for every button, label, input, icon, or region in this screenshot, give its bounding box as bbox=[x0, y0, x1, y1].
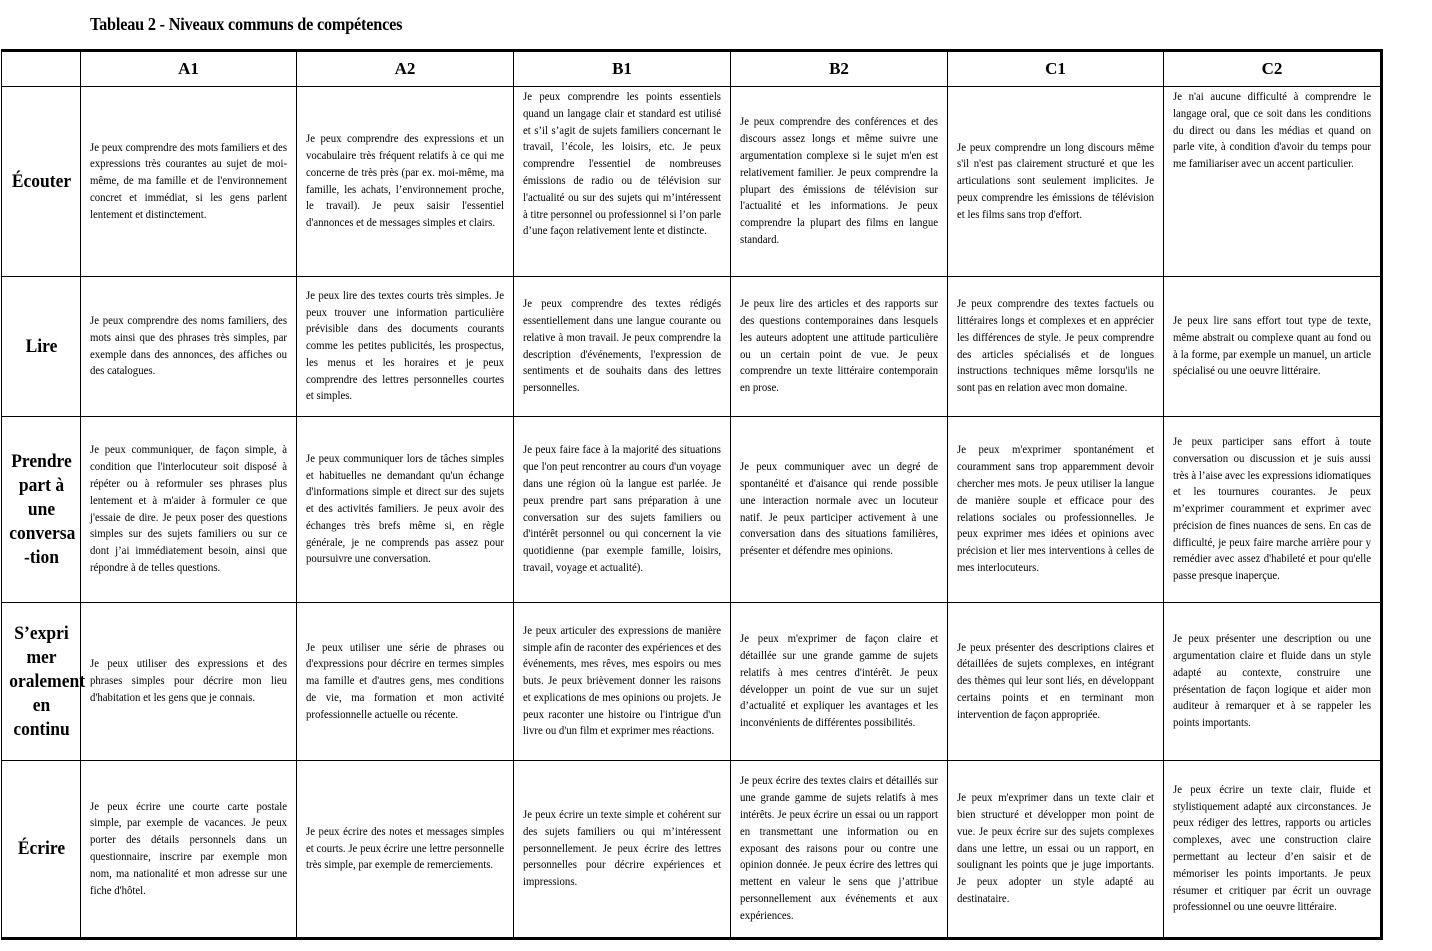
table-cell: Je peux lire des articles et des rapports sur des questions contemporaines dans lesquels les auteurs adoptent une attitude particulière ou un certain point de vue. Je peux comprendre un texte littéraire contemporain en prose. bbox=[731, 277, 948, 417]
table-cell: Je peux lire des textes courts très simples. Je peux trouver une information particulière prévisible dans des documents courants comme les petites publicités, les prospectus, les menus et les horaires et je peux comprendre des lettres personnelles courtes et simples. bbox=[297, 277, 514, 417]
table-cell: Je peux comprendre des expressions et un vocabulaire très fréquent relatifs à ce qui me concerne de très près (par ex. moi-même, ma famille, les achats, l’environnement proche, le travail). Je peux saisir l'essentiel d'annonces et de messages simples et clairs. bbox=[297, 87, 514, 277]
level-header-c1: C1 bbox=[948, 51, 1164, 87]
level-header-a1: A1 bbox=[81, 51, 297, 87]
table-title: Tableau 2 - Niveaux communs de compétences bbox=[90, 14, 403, 34]
table-row bbox=[2, 761, 1382, 939]
level-header-b1: B1 bbox=[514, 51, 731, 87]
table-cell: Je peux comprendre des textes rédigés essentiellement dans une langue courante ou relative à mon travail. Je peux comprendre la description d'événements, l'expression de sentiments et de souhaits dans des lettres personnelles. bbox=[514, 277, 731, 417]
row-header-lire: Lire bbox=[5, 277, 78, 417]
table-cell: Je peux articuler des expressions de manière simple afin de raconter des expériences et des événements, mes rêves, mes espoirs ou mes buts. Je peux brièvement donner les raisons et explications de mes opinions ou projets. Je peux raconter une histoire ou l'intrigue d'un livre ou d'un film et exprimer mes réactions. bbox=[514, 603, 731, 761]
table-cell: Je peux faire face à la majorité des situations que l'on peut rencontrer au cours d'un voyage dans une région où la langue est parlée. Je peux prendre part sans préparation à une conversation sur des sujets familiers ou d'intérêt personnel ou qui concernent la vie quotidienne (par exemple famille, loisirs, travail, voyage et actualité). bbox=[514, 417, 731, 603]
table-cell: Je peux m'exprimer spontanément et couramment sans trop apparemment devoir chercher mes mots. Je peux utiliser la langue de manière souple et efficace pour des relations sociales ou professionnelles. Je peux exprimer mes idées et opinions avec précision et lier mes interventions à celles de mes interlocuteurs. bbox=[948, 417, 1164, 603]
table-cell: Je peux présenter une description ou une argumentation claire et fluide dans un style adapté au contexte, construire une présentation de façon logique et aider mon auditeur à remarquer et à se rappeler les points importants. bbox=[1164, 603, 1382, 761]
table-row bbox=[2, 277, 1382, 417]
table-cell: Je peux participer sans effort à toute conversation ou discussion et je suis aussi très à l’aise avec les expressions idiomatiques et les tournures courantes. Je peux m’exprimer couramment et exprimer avec précision de fines nuances de sens. En cas de difficulté, je peux faire marche arrière pour y remédier avec assez d'habileté et pour qu'elle passe presque inaperçue. bbox=[1164, 417, 1382, 603]
table-cell: Je peux utiliser une série de phrases ou d'expressions pour décrire en termes simples ma famille et d'autres gens, mes conditions de vie, ma formation et mon activité professionnelle actuelle ou récente. bbox=[297, 603, 514, 761]
header-corner bbox=[2, 51, 81, 87]
table-cell: Je peux communiquer lors de tâches simples et habituelles ne demandant qu'un échange d'informations simple et direct sur des sujets et des activités familiers. Je peux avoir des échanges très brefs même si, en règle générale, je ne comprends pas assez pour poursuivre une conversation. bbox=[297, 417, 514, 603]
level-header-c2: C2 bbox=[1164, 51, 1382, 87]
table-row bbox=[2, 417, 1382, 603]
table-cell: Je peux écrire des notes et messages simples et courts. Je peux écrire une lettre personnelle très simple, par exemple de remerciements. bbox=[297, 761, 514, 939]
table-cell: Je peux comprendre un long discours même s'il n'est pas clairement structuré et que les articulations sont seulement implicites. Je peux comprendre les émissions de télévision et les films sans trop d'effort. bbox=[948, 87, 1164, 277]
table-cell: Je peux utiliser des expressions et des phrases simples pour décrire mon lieu d'habitation et les gens que je connais. bbox=[81, 603, 297, 761]
header-row bbox=[2, 51, 1382, 87]
table-cell: Je peux comprendre des textes factuels ou littéraires longs et complexes et en apprécier les différences de style. Je peux comprendre des articles spécialisés et de longues instructions techniques même lorsqu'ils ne sont pas en relation avec mon domaine. bbox=[948, 277, 1164, 417]
row-header-ecrire: Écrire bbox=[5, 761, 78, 939]
row-header-sexprimer: S’expri mer oralement en continu bbox=[5, 603, 78, 761]
table-cell: Je peux lire sans effort tout type de texte, même abstrait ou complexe quant au fond ou à la forme, par exemple un manuel, un article spécialisé ou une oeuvre littéraire. bbox=[1164, 277, 1382, 417]
table-cell: Je n'ai aucune difficulté à comprendre le langage oral, que ce soit dans les conditions du direct ou dans les médias et quand on parle vite, à condition d'avoir du temps pour me familiariser avec un accent particulier. bbox=[1164, 87, 1382, 277]
table-cell: Je peux comprendre des mots familiers et des expressions très courantes au sujet de moi-même, de ma famille et de l'environnement concret et immédiat, si les gens parlent lentement et distinctement. bbox=[81, 87, 297, 277]
table-cell: Je peux communiquer, de façon simple, à condition que l'interlocuteur soit disposé à répéter ou à reformuler ses phrases plus lentement et à m'aider à formuler ce que j'essaie de dire. Je peux poser des questions simples sur des sujets familiers ou sur ce dont j’ai immédiatement besoin, ainsi que répondre à de telles questions. bbox=[81, 417, 297, 603]
table-cell: Je peux m'exprimer dans un texte clair et bien structuré et développer mon point de vue. Je peux écrire sur des sujets complexes dans une lettre, un essai ou un rapport, en soulignant les points que je juge importants. Je peux adopter un style adapté au destinataire. bbox=[948, 761, 1164, 939]
row-header-ecouter: Écouter bbox=[5, 87, 78, 277]
level-header-b2: B2 bbox=[731, 51, 948, 87]
table-cell: Je peux comprendre des noms familiers, des mots ainsi que des phrases très simples, par exemple dans des annonces, des affiches ou des catalogues. bbox=[81, 277, 297, 417]
table-cell: Je peux écrire des textes clairs et détaillés sur une grande gamme de sujets relatifs à mes intérêts. Je peux écrire un essai ou un rapport en transmettant une information ou en exposant des raisons pour ou contre une opinion donnée. Je peux écrire des lettres qui mettent en valeur le sens que j’attribue personnellement aux événements et aux expériences. bbox=[731, 761, 948, 939]
level-header-a2: A2 bbox=[297, 51, 514, 87]
table-row bbox=[2, 603, 1382, 761]
table-cell: Je peux communiquer avec un degré de spontanéité et d'aisance qui rende possible une interaction normale avec un locuteur natif. Je peux participer activement à une conversation dans des situations familières, présenter et défendre mes opinions. bbox=[731, 417, 948, 603]
table-cell: Je peux écrire un texte simple et cohérent sur des sujets familiers ou qui m’intéressent personnellement. Je peux écrire des lettres personnelles pour décrire expériences et impressions. bbox=[514, 761, 731, 939]
table-cell: Je peux m'exprimer de façon claire et détaillée sur une grande gamme de sujets relatifs à mes centres d'intérêt. Je peux développer un point de vue sur un sujet d’actualité et expliquer les avantages et les inconvénients de différentes possibilités. bbox=[731, 603, 948, 761]
table-row bbox=[2, 87, 1382, 277]
table-cell: Je peux écrire un texte clair, fluide et stylistiquement adapté aux circonstances. Je peux rédiger des lettres, rapports ou articles complexes, avec une construction claire permettant au lecteur d’en saisir et de mémoriser les points importants. Je peux résumer et critiquer par écrit un ouvrage professionnel ou une oeuvre littéraire. bbox=[1164, 761, 1382, 939]
table-cell: Je peux comprendre des conférences et des discours assez longs et même suivre une argumentation complexe si le sujet m'en est relativement familier. Je peux comprendre la plupart des émissions de télévision sur l'actualité et les informations. Je peux comprendre la plupart des films en langue standard. bbox=[731, 87, 948, 277]
table-cell: Je peux présenter des descriptions claires et détaillées de sujets complexes, en intégrant des thèmes qui leur sont liés, en développant certains points et en terminant mon intervention de façon appropriée. bbox=[948, 603, 1164, 761]
table-cell: Je peux écrire une courte carte postale simple, par exemple de vacances. Je peux porter des détails personnels dans un questionnaire, inscrire par exemple mon nom, ma nationalité et mon adresse sur une fiche d'hôtel. bbox=[81, 761, 297, 939]
competence-levels-table bbox=[1, 49, 1383, 940]
row-header-prendre-part: Prendre part à une conversa -tion bbox=[5, 417, 78, 603]
table-cell: Je peux comprendre les points essentiels quand un langage clair et standard est utilisé et s’il s’agit de sujets familiers concernant le travail, l’école, les loisirs, etc. Je peux comprendre l'essentiel de nombreuses émissions de radio ou de télévision sur l'actualité ou sur des sujets qui m’intéressent à titre personnel ou professionnel si l’on parle d’une façon relativement lente et distincte. bbox=[514, 87, 731, 277]
